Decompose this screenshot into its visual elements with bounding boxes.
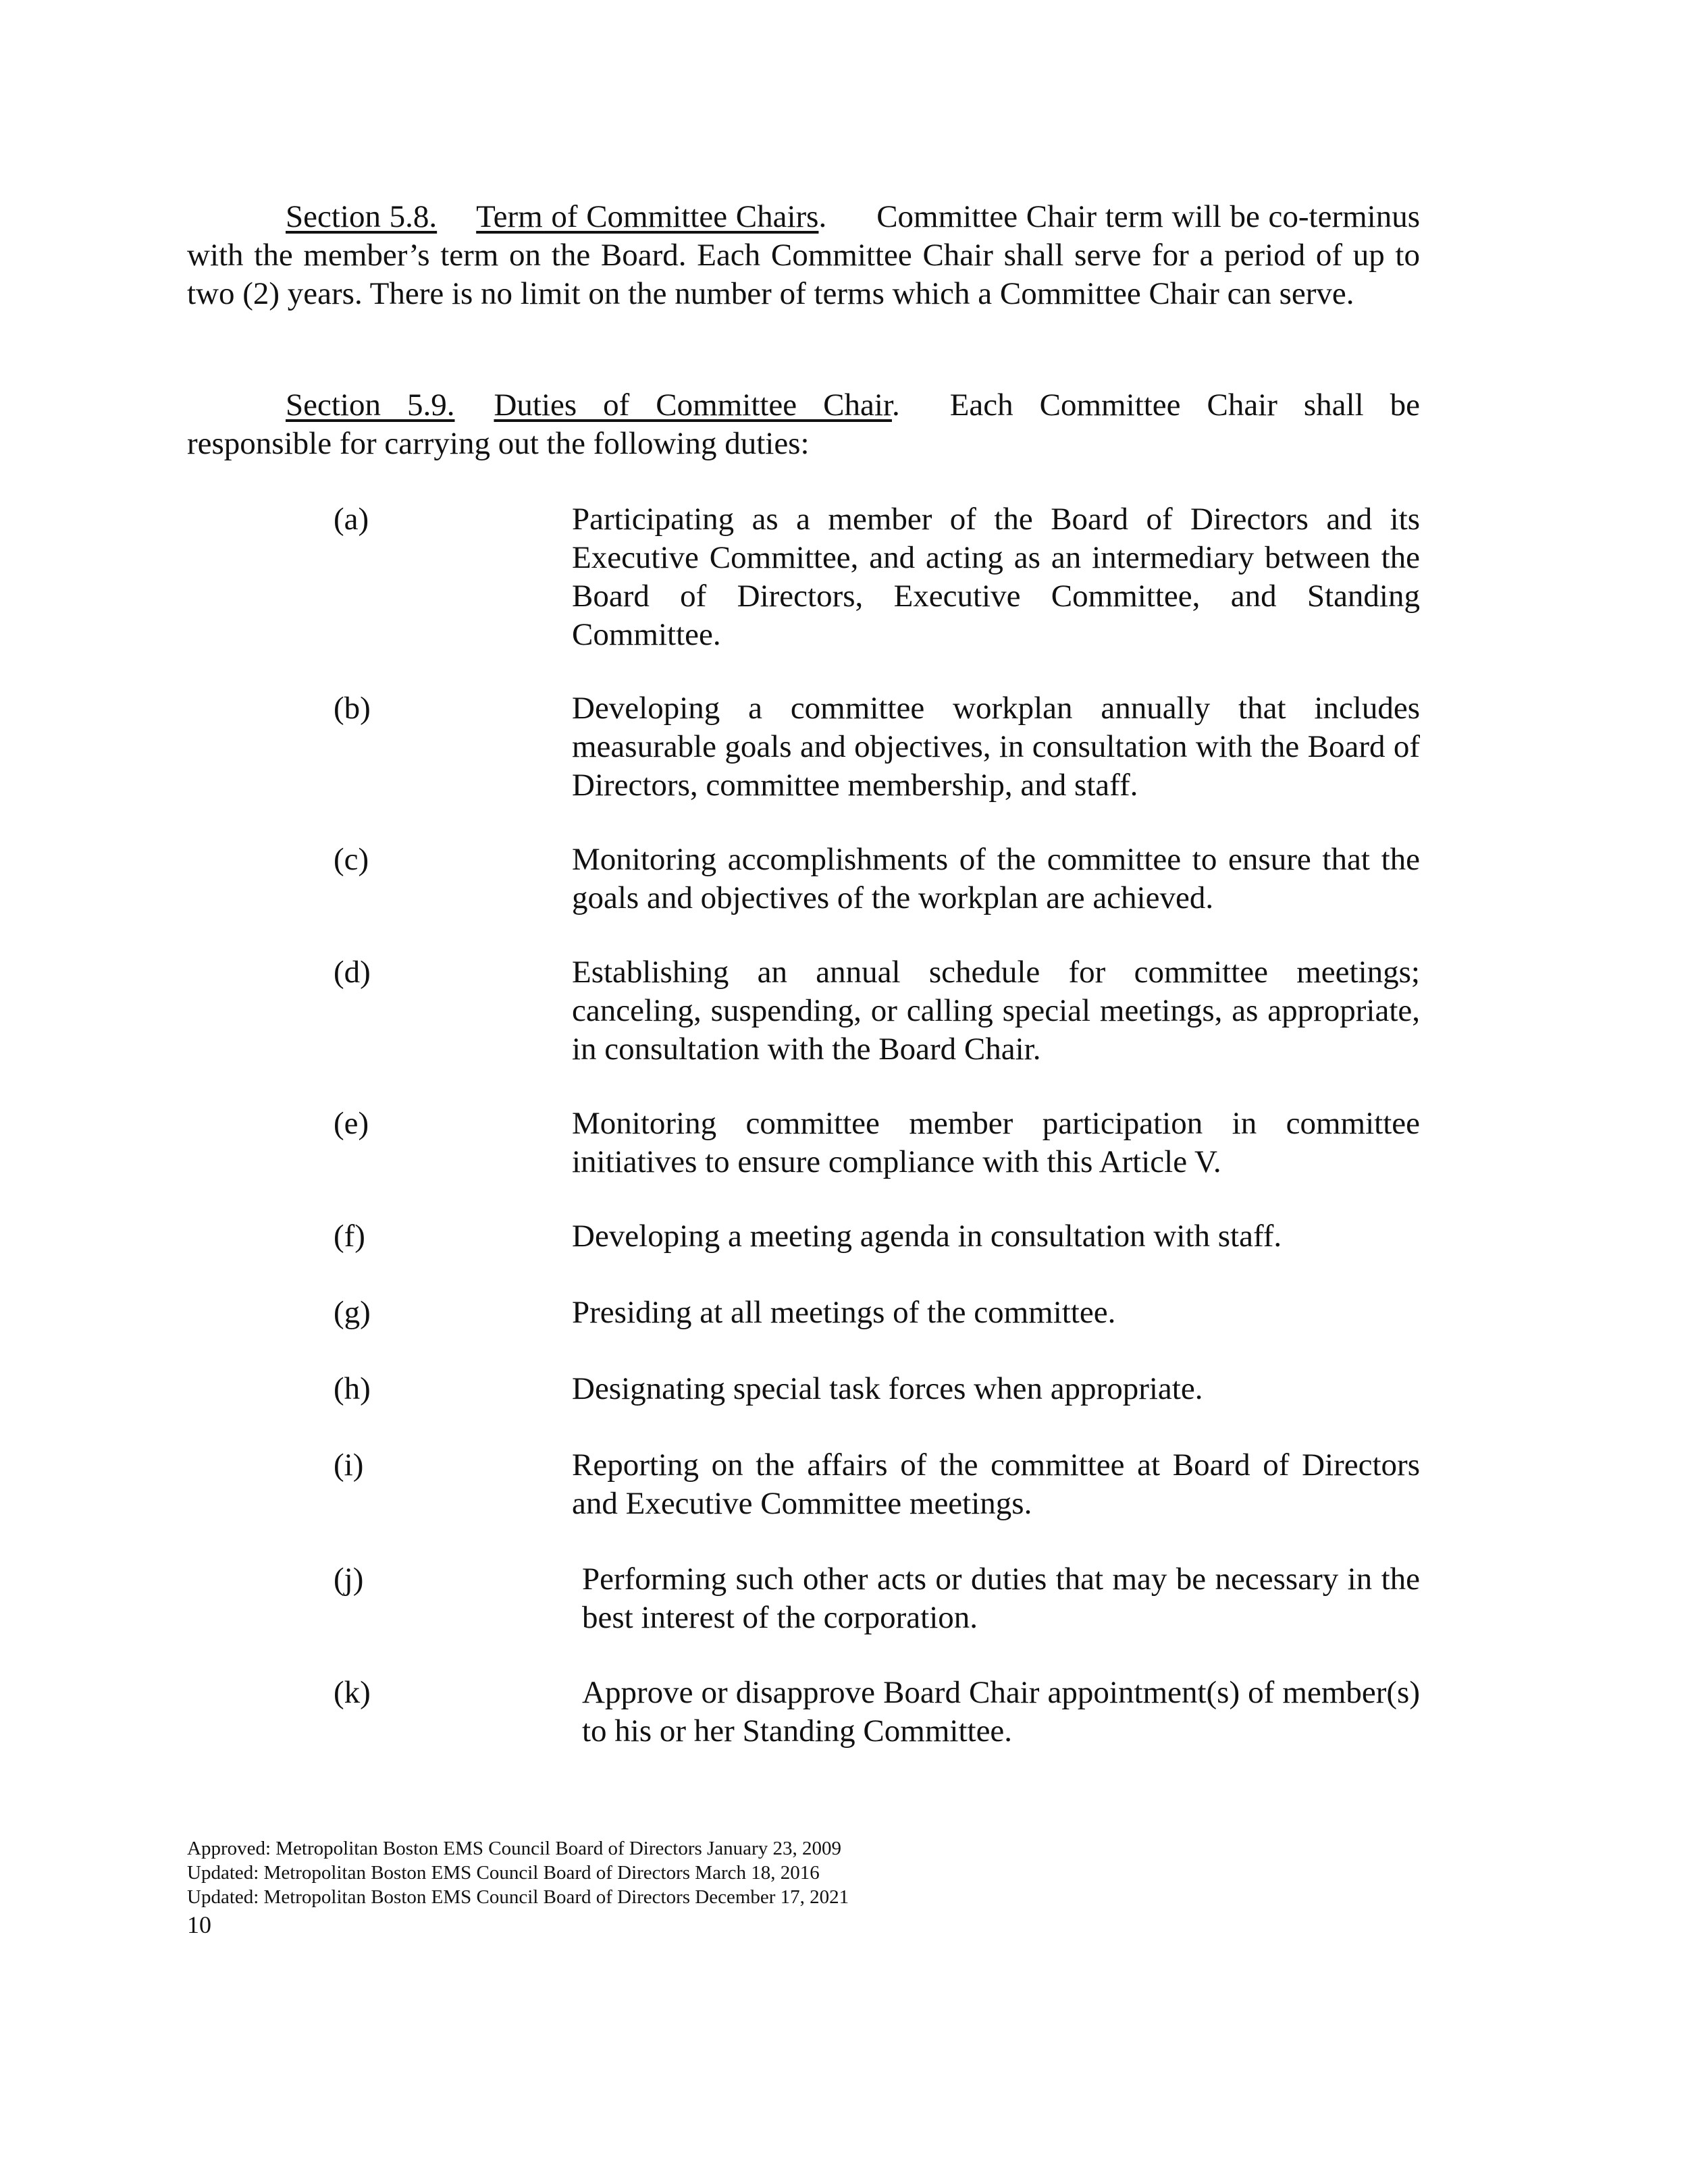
section-5-9-paragraph <box>187 386 1420 463</box>
section-5-9-title-end: . <box>891 388 900 423</box>
section-5-8-body: Committee Chair term will be co-terminus with the member’s term on the Board. Each Committee Chair shall serve for a period of up to two (2) years. There is no limit on the number of terms which a Committee Chair can serve. <box>187 199 1420 311</box>
duty-letter: (b) <box>334 691 371 726</box>
duty-letter: (d) <box>334 955 371 990</box>
section-5-8-number: Section 5.8. <box>286 199 438 234</box>
duty-letter: (h) <box>334 1371 371 1406</box>
duty-text: Developing a committee workplan annually that includes measurable goals and objectives, in consultation with the Board of Directors, committee membership, and staff. <box>572 691 1420 803</box>
duty-text: Monitoring committee member participation in committee initiatives to ensure compliance with this Article V. <box>572 1106 1420 1179</box>
duty-text: Reporting on the affairs of the committee at Board of Directors and Executive Committee meetings. <box>572 1447 1420 1521</box>
section-5-9-number: Section 5.9. <box>286 388 455 423</box>
duty-text: Presiding at all meetings of the committee. <box>572 1295 1116 1330</box>
duty-letter: (g) <box>334 1295 371 1330</box>
duty-text: Developing a meeting agenda in consultation with staff. <box>572 1219 1282 1254</box>
footer-approved: Approved: Metropolitan Boston EMS Council Board of Directors January 23, 2009 <box>187 1838 841 1859</box>
duty-letter: (e) <box>334 1106 369 1141</box>
duty-letter: (i) <box>334 1447 364 1483</box>
section-5-8-title: Term of Committee Chairs <box>476 199 819 234</box>
duty-text: Performing such other acts or duties that may be necessary in the best interest of the corporation. <box>582 1562 1420 1635</box>
duty-letter: (f) <box>334 1219 365 1254</box>
duty-text: Participating as a member of the Board of Directors and its Executive Committee, and acting as an intermediary between the Board of Directors, Executive Committee, and Standing Committee. <box>572 502 1420 652</box>
document-footer <box>187 1836 849 1909</box>
footer-updated-1: Updated: Metropolitan Boston EMS Council Board of Directors March 18, 2016 <box>187 1862 820 1884</box>
duty-letter: (j) <box>334 1562 364 1597</box>
duty-text: Designating special task forces when appropriate. <box>572 1371 1203 1406</box>
section-5-9-body: Each Committee Chair shall be responsible for carrying out the following duties: <box>187 388 1420 461</box>
section-5-9-title: Duties of Committee Chair <box>494 388 892 423</box>
section-5-8-title-end: . <box>818 199 827 234</box>
footer-updated-2: Updated: Metropolitan Boston EMS Council Board of Directors December 17, 2021 <box>187 1886 849 1908</box>
page-number: 10 <box>187 1911 211 1938</box>
duty-letter: (c) <box>334 842 369 877</box>
duty-text: Approve or disapprove Board Chair appointment(s) of member(s) to his or her Standing Committee. <box>582 1675 1420 1749</box>
duty-letter: (a) <box>334 502 369 537</box>
duty-text: Establishing an annual schedule for committee meetings; canceling, suspending, or calling special meetings, as appropriate, in consultation with the Board Chair. <box>572 955 1420 1067</box>
section-5-8-paragraph <box>187 198 1420 313</box>
duty-letter: (k) <box>334 1675 371 1710</box>
duty-text: Monitoring accomplishments of the committee to ensure that the goals and objectives of the workplan are achieved. <box>572 842 1420 915</box>
